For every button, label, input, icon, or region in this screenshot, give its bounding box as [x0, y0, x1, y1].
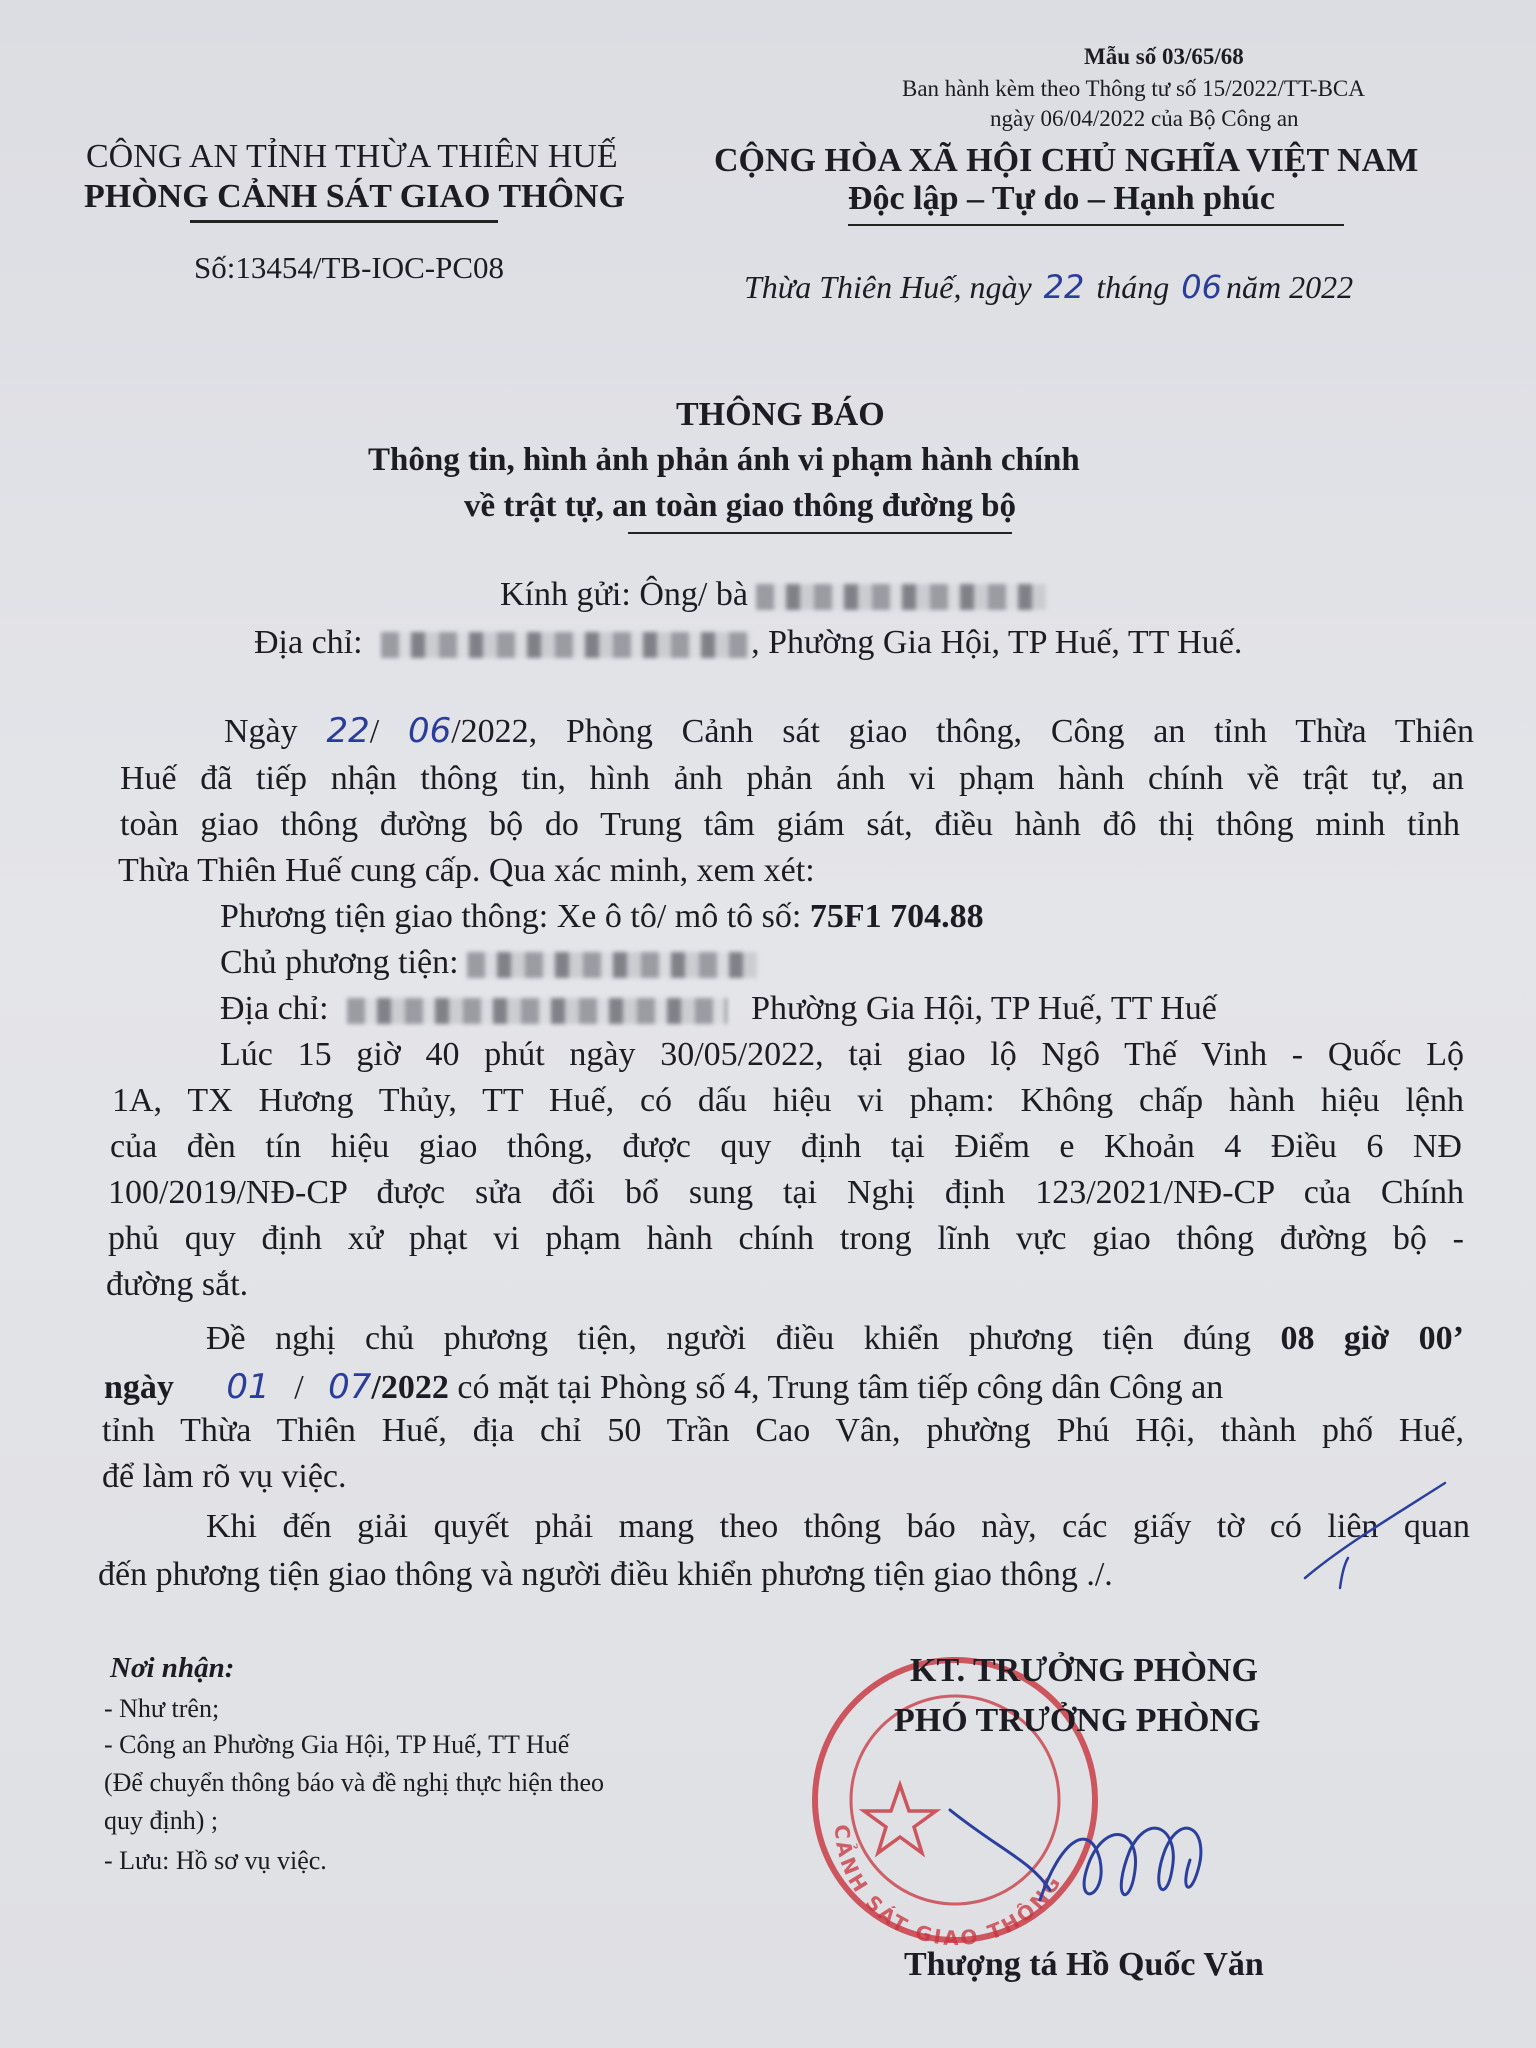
margin-pen-stroke — [1300, 1478, 1450, 1598]
paragraph-3-line-1 — [206, 1316, 1464, 1362]
paragraph-2-line-2: 1A, TX Hương Thủy, TT Huế, có dấu hiệu vi phạm: Không chấp hành hiệu lệnh — [112, 1082, 1464, 1119]
p1-ngay: Ngày — [224, 713, 298, 750]
recipient-address — [254, 624, 1242, 662]
signature-title-1: KT. TRƯỞNG PHÒNG — [910, 1652, 1258, 1689]
redacted-recipient-name — [756, 584, 1046, 610]
p1-month: 06 — [407, 711, 452, 751]
paragraph-2-line-6: đường sắt. — [106, 1266, 249, 1303]
document-subtitle-2: về trật tự, an toàn giao thông đường bộ — [464, 488, 1017, 524]
p3-slash: / — [294, 1369, 304, 1406]
p3-year: /2022 — [371, 1369, 449, 1406]
document-number: Số:13454/TB-IOC-PC08 — [194, 250, 505, 285]
stamp-text: CẢNH SÁT GIAO THÔNG — [829, 1823, 1067, 1951]
signature-title-2: PHÓ TRƯỞNG PHÒNG — [894, 1702, 1261, 1739]
paragraph-1-line-1 — [104, 708, 1474, 755]
signer-name: Thượng tá Hồ Quốc Văn — [904, 1946, 1264, 1983]
vehicle-line — [220, 894, 1536, 940]
agency-name: CÔNG AN TỈNH THỪA THIÊN HUẾ — [86, 138, 618, 175]
owner-address-line — [220, 986, 1536, 1032]
paragraph-2-line-4: 100/2019/NĐ-CP được sửa đổi bổ sung tại Nghị định 123/2021/NĐ-CP của Chính — [108, 1174, 1464, 1211]
paragraph-2-line-1: Lúc 15 giờ 40 phút ngày 30/05/2022, tại giao lộ Ngô Thế Vinh - Quốc Lộ — [220, 1036, 1464, 1073]
p1-day: 22 — [326, 711, 370, 751]
paragraph-3-line-2 — [104, 1364, 1474, 1411]
recipient-greeting-label: Kính gửi: Ông/ bà — [500, 576, 748, 613]
national-motto: Độc lập – Tự do – Hạnh phúc — [848, 180, 1275, 217]
recipients-item-3: (Để chuyển thông báo và đề nghị thực hiện theo — [104, 1768, 605, 1797]
recipients-item-2: - Công an Phường Gia Hội, TP Huế, TT Huế — [104, 1730, 570, 1759]
p3-text: Đề nghị chủ phương tiện, người điều khiển phương tiện đúng — [206, 1320, 1281, 1357]
recipients-heading: Nơi nhận: — [110, 1652, 235, 1684]
p3-rest: có mặt tại Phòng số 4, Trung tâm tiếp công dân Công an — [448, 1369, 1224, 1406]
paragraph-1-line-3: toàn giao thông đường bộ do Trung tâm giám sát, điều hành đô thị thông minh tỉnh — [120, 806, 1460, 843]
paragraph-4-line-1: Khi đến giải quyết phải mang theo thông báo này, các giấy tờ có liên quan — [206, 1508, 1470, 1545]
nation-name: CỘNG HÒA XÃ HỘI CHỦ NGHĨA VIỆT NAM — [714, 142, 1419, 179]
paragraph-3-line-3: tỉnh Thừa Thiên Huế, địa chỉ 50 Trần Cao Vân, phường Phú Hội, thành phố Huế, — [102, 1412, 1464, 1449]
document-subtitle-1: Thông tin, hình ảnh phản ánh vi phạm hành chính — [368, 442, 1080, 478]
issue-date-day: 22 — [1043, 268, 1085, 306]
issue-date-prefix: Thừa Thiên Huế, ngày — [744, 269, 1032, 305]
p1-rest: /2022, Phòng Cảnh sát giao thông, Công an tỉnh Thừa Thiên — [451, 713, 1475, 750]
recipients-item-1: - Như trên; — [104, 1694, 220, 1723]
p1-slash: / — [369, 713, 380, 750]
form-issued-date: ngày 06/04/2022 của Bộ Công an — [990, 106, 1299, 131]
paragraph-1-line-4: Thừa Thiên Huế cung cấp. Qua xác minh, xem xét: — [118, 852, 815, 889]
department-name: PHÒNG CẢNH SÁT GIAO THÔNG — [84, 178, 625, 215]
p3-month: 07 — [328, 1367, 372, 1407]
paragraph-2-line-3: của đèn tín hiệu giao thông, được quy định tại Điểm e Khoản 4 Điều 6 NĐ — [110, 1128, 1462, 1165]
paragraph-3-line-4: để làm rõ vụ việc. — [102, 1458, 347, 1495]
subtitle-underline — [628, 532, 1012, 534]
document-title: THÔNG BÁO — [676, 396, 885, 433]
owner-address-suffix: Phường Gia Hội, TP Huế, TT Huế — [751, 990, 1217, 1027]
recipients-item-5: - Lưu: Hồ sơ vụ việc. — [104, 1846, 327, 1875]
recipients-item-4: quy định) ; — [104, 1806, 219, 1835]
redacted-owner-address — [347, 998, 727, 1024]
recipient-address-label: Địa chỉ: — [254, 624, 363, 661]
issue-date — [744, 268, 1353, 306]
p3-time: 08 giờ 00’ — [1280, 1320, 1464, 1357]
redacted-owner-name — [467, 952, 757, 978]
vehicle-label: Phương tiện giao thông: Xe ô tô/ mô tô số: — [220, 898, 810, 935]
paragraph-4-line-2: đến phương tiện giao thông và người điều khiển phương tiện giao thông ./. — [98, 1556, 1113, 1593]
vehicle-plate: 75F1 704.88 — [809, 898, 984, 935]
owner-address-label: Địa chỉ: — [220, 990, 329, 1027]
form-issued-by: Ban hành kèm theo Thông tư số 15/2022/TT-BCA — [902, 76, 1365, 101]
recipient-address-suffix: , Phường Gia Hội, TP Huế, TT Huế. — [751, 624, 1243, 661]
handwritten-signature — [940, 1740, 1240, 1930]
issue-date-month-word: tháng — [1096, 269, 1170, 305]
stamp-star-icon — [864, 1785, 936, 1853]
p3-day: 01 — [226, 1367, 270, 1407]
p3-ngay: ngày — [104, 1369, 174, 1406]
paragraph-2-line-5: phủ quy định xử phạt vi phạm hành chính trong lĩnh vực giao thông đường bộ - — [108, 1220, 1464, 1257]
motto-underline — [848, 224, 1344, 226]
form-number: Mẫu số 03/65/68 — [1084, 44, 1244, 69]
recipient-greeting — [500, 576, 1046, 614]
issue-date-month: 06 — [1181, 268, 1222, 306]
redacted-recipient-address — [381, 632, 751, 658]
owner-label: Chủ phương tiện: — [220, 944, 459, 981]
issue-date-year: năm 2022 — [1225, 269, 1354, 305]
paragraph-1-line-2: Huế đã tiếp nhận thông tin, hình ảnh phản ánh vi phạm hành chính về trật tự, an — [120, 760, 1464, 797]
owner-line — [220, 940, 1536, 986]
department-underline — [190, 220, 498, 223]
